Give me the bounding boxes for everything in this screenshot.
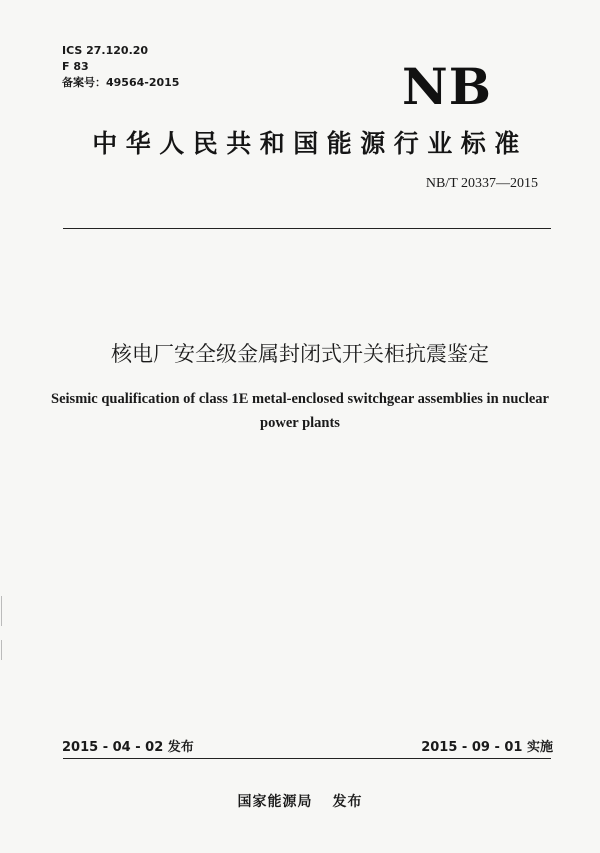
english-title-line-2: power plants xyxy=(260,415,340,431)
document-title-english xyxy=(40,387,560,435)
publisher-action: 发布 xyxy=(332,794,363,810)
industry-standard-title: 中华人民共和国能源行业标准 xyxy=(92,129,528,158)
ics-code: ICS 27.120.20 xyxy=(62,44,149,57)
footer-divider xyxy=(63,758,551,759)
scan-edge-mark xyxy=(1,596,2,626)
record-number: 备案号：49564-2015 xyxy=(62,76,180,89)
publisher-name: 国家能源局 xyxy=(237,794,313,810)
document-title-chinese: 核电厂安全级金属封闭式开关柜抗震鉴定 xyxy=(111,342,489,366)
classification-code: F 83 xyxy=(62,60,89,73)
standard-number: NB/T 20337—2015 xyxy=(425,176,538,191)
implementation-date: 2015 - 09 - 01 实施 xyxy=(421,740,553,755)
english-title-line-1: Seismic qualification of class 1E metal-enclosed switchgear assemblies in nuclear xyxy=(51,391,549,407)
publisher-line xyxy=(0,793,600,811)
issue-date: 2015 - 04 - 02 发布 xyxy=(62,740,194,755)
nb-logo: NB xyxy=(402,57,492,116)
header-divider xyxy=(63,228,551,229)
scan-edge-mark xyxy=(1,640,2,660)
